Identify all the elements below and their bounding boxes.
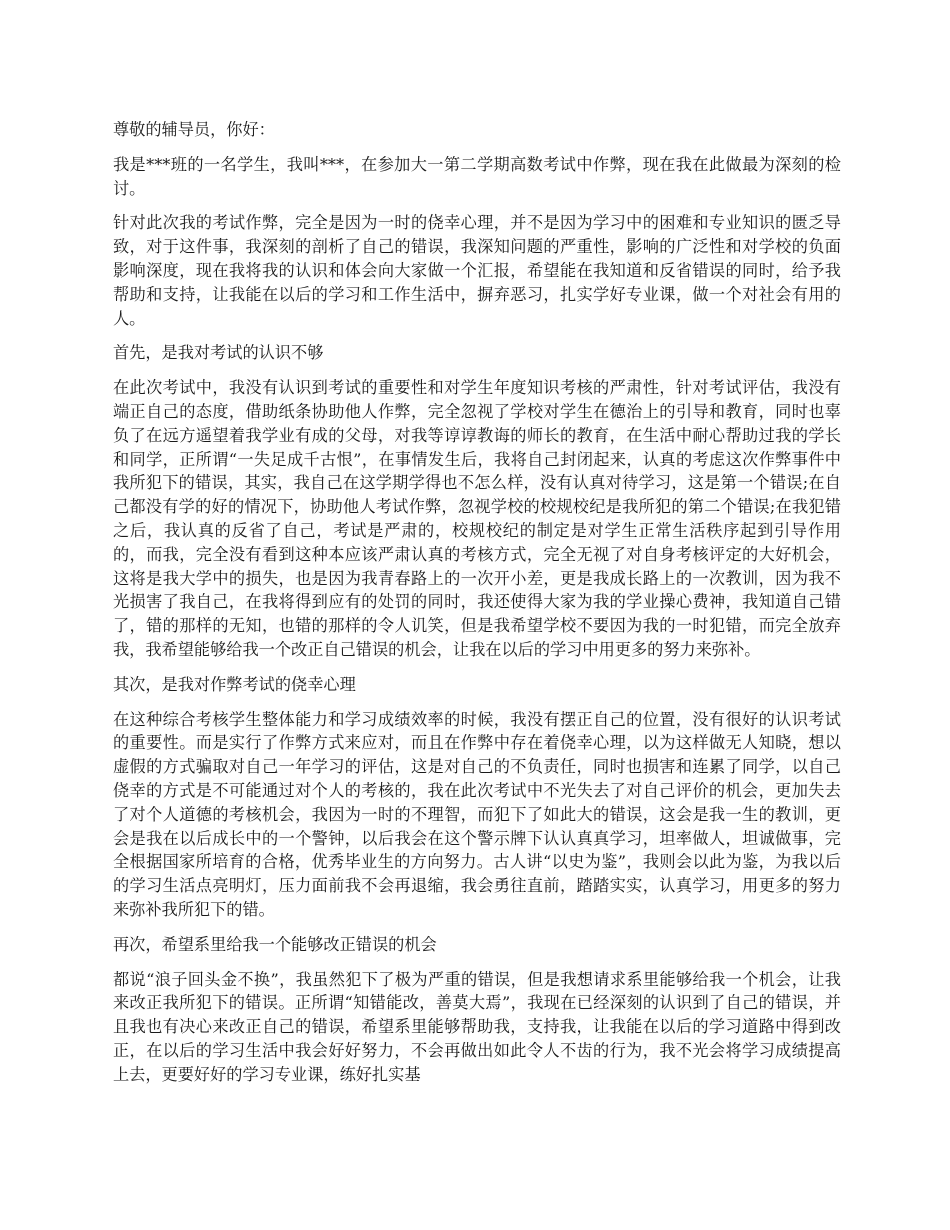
- section-heading-first: 首先，是我对考试的认识不够: [113, 343, 324, 363]
- paragraph-summary: 针对此次我的考试作弊，完全是因为一时的侥幸心理，并不是因为学习中的困难和专业知识的匮乏导致，对于这件事，我深刻的剖析了自己的错误，我深知问题的严重性，影响的广泛性和对学校的负面影响深度，现在我将我的认识和体会向大家做一个汇报，希望能在我知道和反省错误的同时，给予我帮助和支持，让我能在以后的学习和工作生活中，摒弃恶习，扎实学好专业课，做一个对社会有用的人。: [113, 213, 841, 328]
- section-heading-second: 其次，是我对作弊考试的侥幸心理: [113, 674, 356, 694]
- paragraph-first-point: 在此次考试中，我没有认识到考试的重要性和对学生年度知识考核的严肃性，针对考试评估，我没有端正自己的态度，借助纸条协助他人作弊，完全忽视了学校对学生在德治上的引导和教育，同时也辜负了在远方遥望着我学业有成的父母，对我等谆谆教诲的师长的教育，在生活中耐心帮助过我的学长和同学，正所谓“一失足成千古恨”，在事情发生后，我将自己封闭起来，认真的考虑这次作弊事件中我所犯下的错误，其实，我自己在这学期学得也不怎么样，没有认真对待学习，这是第一个错误;在自己都没有学的好的情况下，协助他人考试作弊，忽视学校的校规校纪是我所犯的第二个错误;在我犯错之后，我认真的反省了自己，考试是严肃的，校规校纪的制定是对学生正常生活秩序起到引导作用的，而我，完全没有看到这种本应该严肃认真的考核方式，完全无视了对自身考核评定的大好机会，这将是我大学中的损失，也是因为我青春路上的一次开小差，更是我成长路上的一次教训，因为我不光损害了我自己，在我将得到应有的处罚的同时，我还使得大家为我的学业操心费神，我知道自己错了，错的那样的无知，也错的那样的令人讥笑，但是我希望学校不要因为我的一时犯错，而完全放弃我，我希望能够给我一个改正自己错误的机会，让我在以后的学习中用更多的努力来弥补。: [113, 378, 841, 659]
- paragraph-third-point: 都说“浪子回头金不换”，我虽然犯下了极为严重的错误，但是我想请求系里能够给我一个机会，让我来改正我所犯下的错误。正所谓“知错能改，善莫大焉”，我现在已经深刻的认识到了自己的错误，并且我也有决心来改正自己的错误，希望系里能够帮助我，支持我，让我能在以后的学习道路中得到改正，在以后的学习生活中我会好好努力，不会再做出如此令人不齿的行为，我不光会将学习成绩提高上去，更要好好的学习专业课，练好扎实基: [113, 969, 841, 1084]
- document-body: [113, 118, 841, 1097]
- greeting: 尊敬的辅导员，你好：: [113, 120, 275, 139]
- paragraph-introduction: 我是***班的一名学生，我叫***，在参加大一第二学期高数考试中作弊，现在我在此做最为深刻的检讨。: [113, 154, 841, 198]
- section-heading-third: 再次，希望系里给我一个能够改正错误的机会: [113, 934, 437, 954]
- paragraph-second-point: 在这种综合考核学生整体能力和学习成绩效率的时候，我没有摆正自己的位置，没有很好的认识考试的重要性。而是实行了作弊方式来应对，而且在作弊中存在着侥幸心理，以为这样做无人知晓，想以虚假的方式骗取对自己一年学习的评估，这是对自己的不负责任，同时也损害和连累了同学，以自己侥幸的方式是不可能通过对个人的考核的，我在此次考试中不光失去了对自己评价的机会，更加失去了对个人道德的考核机会，我因为一时的不理智，而犯下了如此大的错误，这会是我一生的教训，更会是我在以后成长中的一个警钟，以后我会在这个警示牌下认认真真学习，坦率做人，坦诚做事，完全根据国家所培育的合格，优秀毕业生的方向努力。古人讲“以史为鉴”，我则会以此为鉴，为我以后的学习生活点亮明灯，压力面前我不会再退缩，我会勇往直前，踏踏实实，认真学习，用更多的努力来弥补我所犯下的错。: [113, 709, 841, 919]
